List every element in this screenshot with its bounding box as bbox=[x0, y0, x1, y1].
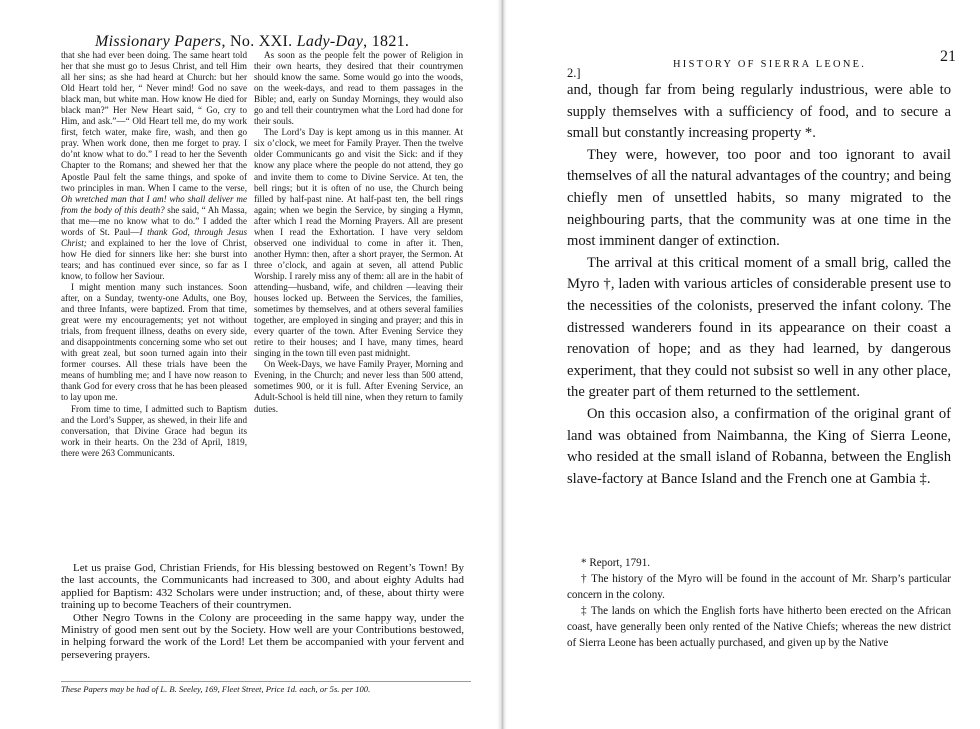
footnote: * Report, 1791. bbox=[581, 557, 651, 569]
footnote: † The history of the Myro will be found in the account of Mr. Sharp’s particular concern in the colony. bbox=[567, 573, 951, 601]
page-number: 21 bbox=[940, 48, 956, 65]
header-feast: Lady-Day bbox=[296, 33, 364, 50]
right-page-header bbox=[567, 48, 956, 80]
paragraph: I might mention many such instances. Soon after, on a Sunday, twenty-one Adults, one Boy, and three Infants, were baptized. From that time, great were my encouragements; yet not without trials, from frequent illness, deaths on every side, and disappointments concerning some who set out with great zeal, but soon turned again into their former courses. All these trials have been the means of humbling me; and I have now reason to thank God for every cross that he has been pleased to lay upon me. bbox=[61, 281, 247, 403]
paragraph: Let us praise God, Christian Friends, for His blessing bestowed on Regent’s Town! By the last accounts, the Communicants had increased to 300, and about eighty Adults had applied for Baptism: 432 Scholars were under instruction; and, of these, about thirty were training up to become Teachers of their countrymen. bbox=[61, 562, 464, 612]
left-page-header bbox=[95, 33, 409, 51]
footnote: ‡ The lands on which the English forts have hitherto been erected on the African coast, have generally been only rented of the Native Chiefs; whereas the new district of Sierra Leone has been actually purchased, and given up by the Native bbox=[567, 605, 951, 649]
paragraph: that she had ever been doing. The same heart told her that she must go to Jesus Christ, and tell Him all her sins; as she had heard at Church: but her Old Heart told her, “ Never mind! God no save black man, but white man. How know He died for black man?” Her New Heart said, “ Go, cry to Him, and ask.”—“ Old Heart tell me, do my work first, fetch water, make fire, wash, and then go pray. When work done, then me forget to pray. I do’nt know what to do.” I read to her the Seventh Chapter to the Romans; and shewed her that the Apostle Paul felt the same things, and spoke of two principles in man. When I came to the verse, Oh wretched man that I am! who shall deliver me from the body of this death? she said, “ Ah Massa, that me—me no know what to do.” I added the words of St. Paul—I thank God, through Jesus Christ; and explained to her the love of Christ, how He died for sinners like her: she burst into tears; and has continued ever since, so far as I know, to follow her Saviour. bbox=[61, 50, 247, 281]
footer-divider bbox=[61, 681, 471, 682]
paragraph: From time to time, I admitted such to Baptism and the Lord’s Supper, as shewed, in their life and conversation, that Divine Grace had begun its work in their hearts. On the 23d of April, 1819, there were 263 Communicants. bbox=[61, 403, 247, 458]
paragraph: and, though far from being regularly industrious, were able to supply themselves with a sufficiency of food, and to secure a small but constantly increasing property *. bbox=[567, 82, 951, 142]
left-column-2 bbox=[254, 50, 463, 415]
header-number: , No. XXI. bbox=[221, 33, 297, 50]
running-title: HISTORY OF SIERRA LEONE. bbox=[673, 59, 867, 70]
paragraph: The arrival at this critical moment of a small brig, called the Myro †, laden with various articles of considerable present use to the necessities of the colonists, preserved the infant colony. The distressed wanderers found in its appearance on their coast a renovation of hope; and as they had learned, by dangerous experiment, that they could not subsist so well in any other place, the greater part of them returned to the settlement. bbox=[567, 254, 951, 401]
publisher-imprint: These Papers may be had of L. B. Seeley, 169, Fleet Street, Price 1d. each, or 5s. per 100. bbox=[61, 684, 371, 694]
paragraph: As soon as the people felt the power of Religion in their own hearts, they desired that their countrymen should know the same. Some would go into the woods, on the week-days, and read to them passages in the Bible; and, early on Sunday Mornings, they would also go and tell their countrymen what the Lord had done for their souls. bbox=[254, 50, 463, 127]
right-page bbox=[505, 0, 980, 729]
paragraph: On this occasion also, a confirmation of the original grant of land was obtained from Naimbanna, the King of Sierra Leone, who resided at the small island of Robanna, between the English slave-factory at Bance Island and the French one at Gambia ‡. bbox=[567, 405, 951, 487]
paragraph: They were, however, too poor and too ignorant to avail themselves of all the natural advantages of the country; and being chiefly men of unsettled habits, so many migrated to the neighbouring parts, that the community was at one time in the most imminent danger of extinction. bbox=[567, 146, 951, 250]
paragraph: The Lord’s Day is kept among us in this manner. At six o’clock, we meet for Family Prayer. Then the twelve older Communicants go and visit the Sick: and if they know any place where the people do not attend, they go and invite them to come to Divine Service. At ten, the bell rings; but it is often of no use, the Church being filled by half-past nine. At half-past ten, the bell rings again; when we begin the Service, by singing a Hymn, after which I read the Morning Prayers. All are present when I read the Exhortation. I have very seldom observed one individual to come in after it. Then, another Hymn: then, after a short prayer, the Sermon. At three o’clock, and again at seven, all attend Public Worship. I rarely miss any of them: all are in the habit of attending—husband, wife, and children —leaving their houses locked up. Between the Services, the families, sometimes by themselves, and at others several families together, are employed in singing and prayer; and this in every quarter of the town. After Evening Service they retire to their houses; and I have, many times, heard singing in the town till even past midnight. bbox=[254, 127, 463, 359]
paragraph: On Week-Days, we have Family Prayer, Morning and Evening, in the Church; and never less than 500 attend, sometimes 900, or it is full. After Evening Service, an Adult-School is held till nine, when they return to family duties. bbox=[254, 359, 463, 414]
header-series-title: Missionary Papers bbox=[95, 33, 222, 50]
paragraph: Other Negro Towns in the Colony are proceeding in the same happy way, under the Ministry of good men sent out by the Society. How well are your Contributions bestowed, in helping forward the work of the Lord! Let them be accompanied with your fervent and persevering prayers. bbox=[61, 611, 464, 661]
left-column-1 bbox=[61, 50, 247, 459]
signature-mark: 2.] bbox=[567, 66, 581, 80]
header-year: , 1821. bbox=[363, 33, 410, 50]
closing-appeal bbox=[61, 562, 464, 661]
footnotes bbox=[567, 555, 951, 651]
right-page-body bbox=[567, 80, 951, 490]
